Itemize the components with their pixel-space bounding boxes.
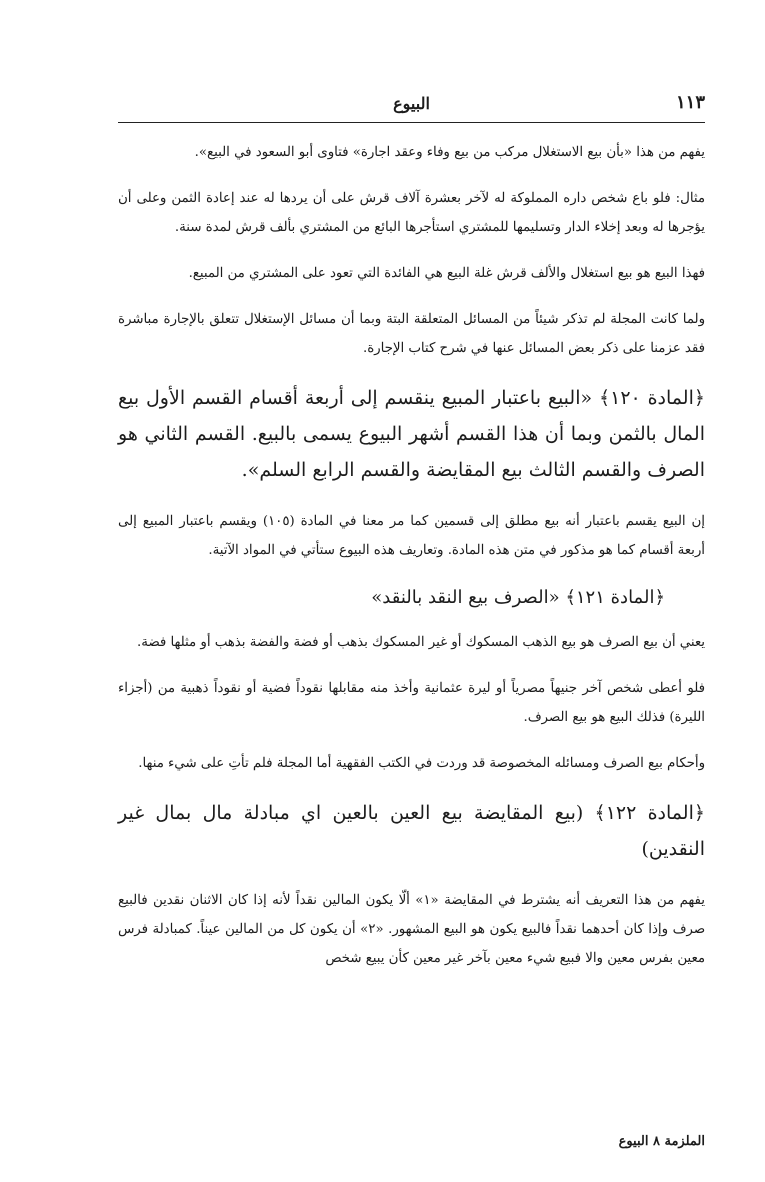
signature-mark: الملزمة ٨ البيوع [618,1134,705,1149]
paragraph: يفهم من هذا «بأن بيع الاستغلال مركب من بيع وفاء وعقد اجارة» فتاوى أبو السعود في البيع». [194,145,705,160]
article-121: ﴿المادة ١٢١﴾ «الصرف بيع النقد بالنقد» [371,587,665,608]
page-number: ١١٣ [675,92,705,113]
paragraph: فهذا البيع هو بيع استغلال والألف قرش غلة البيع هي الفائدة التي تعود على المشتري من المبيع. [188,266,705,281]
paragraph: وأحكام بيع الصرف ومسائله المخصوصة قد وردت في الكتب الفقهية أما المجلة فلم تأتِ على شيء منها. [138,756,705,771]
running-title: البيوع [393,94,430,113]
paragraph: ولما كانت المجلة لم تذكر شيئاً من المسائل المتعلقة البتة وبما أن مسائل الإستغلال تتعلق بالإجارة مباشرة فقد عزمنا على ذكر بعض المسائل عنها في شرح كتاب الإجارة. [118,312,705,356]
paragraph: يعني أن بيع الصرف هو بيع الذهب المسكوك أو غير المسكوك بذهب أو فضة والفضة بذهب أو مثلها فضة. [136,635,705,650]
paragraph: فلو أعطى شخص آخر جنيهاً مصرياً أو ليرة عثمانية وأخذ منه مقابلها نقوداً فضية أو نقوداً ذهبية من (أجزاء الليرة) فذلك البيع هو بيع الصرف. [118,681,705,725]
page-header [118,88,705,123]
article-122: ﴿المادة ١٢٢﴾ (بيع المقايضة بيع العين بالعين اي مبادلة مال بمال غير النقدين) [118,802,705,860]
paragraph: إن البيع يقسم باعتبار أنه بيع مطلق إلى قسمين كما مر معنا في المادة (١٠٥) ويقسم باعتبار المبيع إلى أربعة أقسام كما هو مذكور في متن هذه المادة. وتعاريف هذه البيوع ستأتي في المواد الآتية. [118,514,705,558]
page-body [118,138,705,990]
paragraph: مثال: فلو باع شخص داره المملوكة له لآخر بعشرة آلاف قرش على أن يردها له عند إعادة الثمن وعلى أن يؤجرها له وبعد إخلاء الدار وتسليمها للمشتري استأجرها البائع من المشتري بألف قرش لمدة سنة. [118,191,706,235]
paragraph: يفهم من هذا التعريف أنه يشترط في المقايضة «١» ألّا يكون المالين نقداً لأنه إذا كان الاثنان نقدين فالبيع صرف وإذا كان أحدهما نقداً فالبيع يكون هو البيع المشهور. «٢» أن يكون كل من المالين عيناً. كمبادلة فرس معين بفرس معين والا فبيع شيء معين بآخر غير معين كأن يبيع شخص [118,893,705,966]
article-120: ﴿المادة ١٢٠﴾ «البيع باعتبار المبيع ينقسم إلى أربعة أقسام القسم الأول بيع المال بالثمن وبما أن هذا القسم أشهر البيوع يسمى بالبيع. القسم الثاني هو الصرف والقسم الثالث بيع المقايضة والقسم الرابع السلم». [118,387,705,481]
